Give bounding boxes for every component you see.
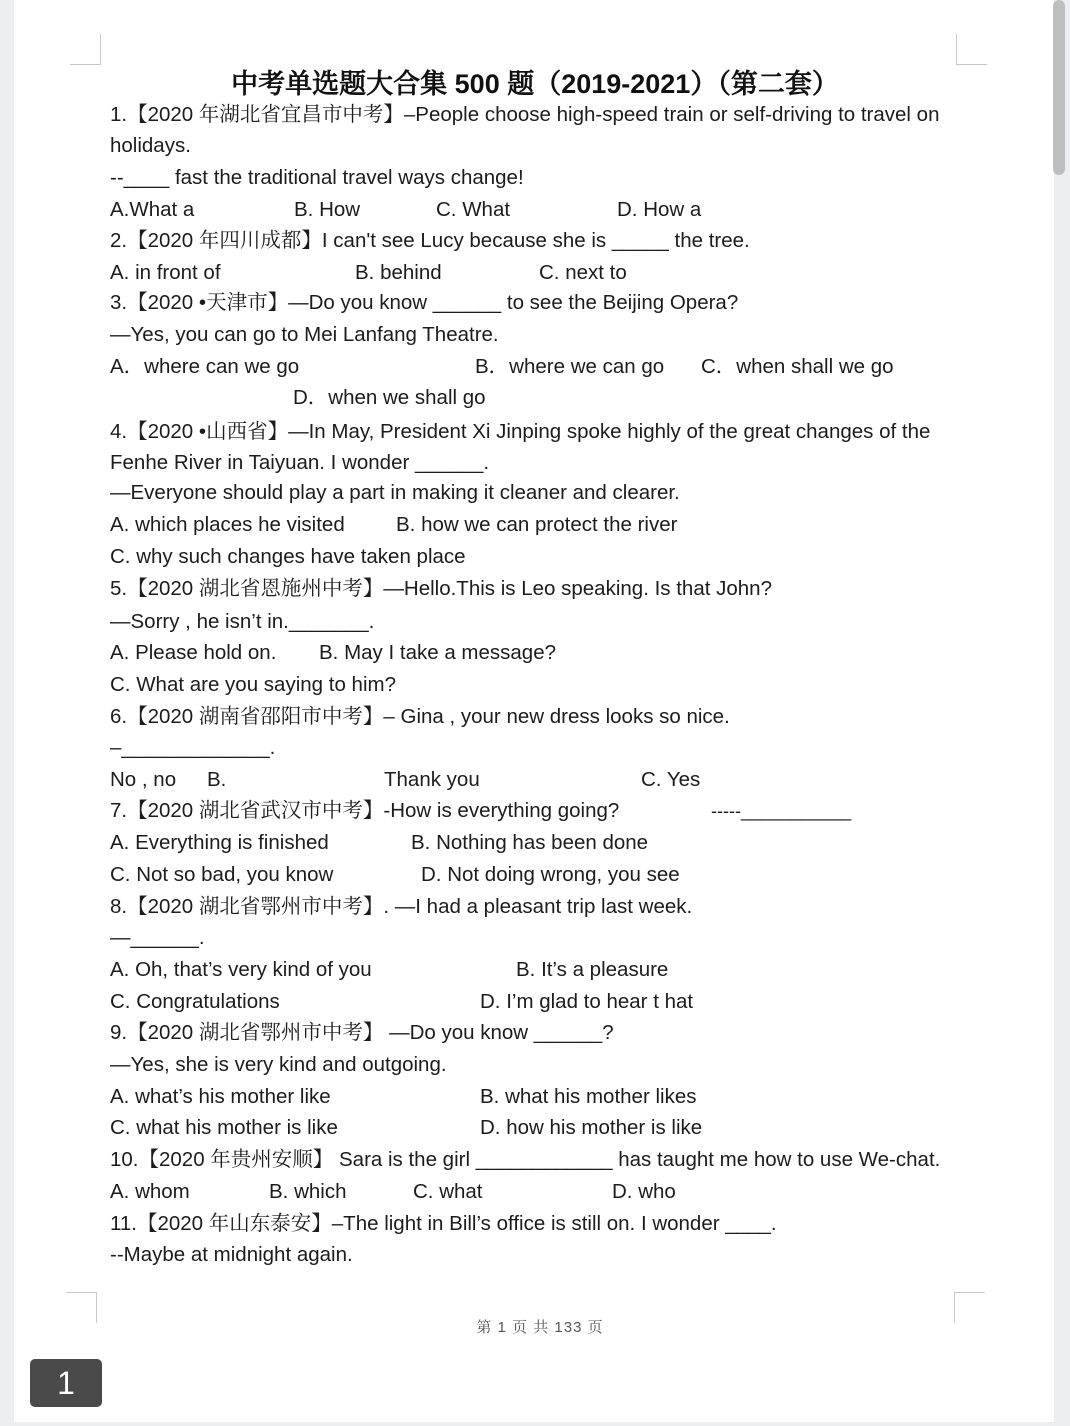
q8-option-d: D. I’m glad to hear t hat xyxy=(480,990,694,1013)
question-11-line-1: 11.【2020 年山东泰安】–The light in Bill’s office is still on. I wonder ____. xyxy=(110,1212,777,1235)
q6-option-a: No , no xyxy=(110,768,177,791)
q10-option-a: A. whom xyxy=(110,1180,190,1203)
page-footer: 第 1 页 共 133 页 xyxy=(476,1319,604,1336)
q10-option-b: B. which xyxy=(269,1180,347,1203)
question-2-line-1: 2.【2020 年四川成都】I can't see Lucy because she is _____ the tree. xyxy=(110,229,750,252)
q9-option-c: C. what his mother is like xyxy=(110,1116,338,1139)
q3-option-c: C．when shall we go xyxy=(701,355,894,378)
document-title: 中考单选题大合集 500 题（2019-2021）（第二套） xyxy=(231,69,839,99)
q10-option-c: C. what xyxy=(413,1180,483,1203)
q7-option-a: A. Everything is finished xyxy=(110,831,329,854)
page-number-badge: 1 xyxy=(30,1359,102,1407)
q3-option-b: B．where we can go xyxy=(475,355,665,378)
q1-option-b: B. How xyxy=(294,198,361,221)
question-9-line-2: —Yes, she is very kind and outgoing. xyxy=(110,1053,447,1076)
question-8-line-2: —______. xyxy=(110,926,205,949)
question-3-line-1: 3.【2020 •天津市】—Do you know ______ to see the Beijing Opera? xyxy=(110,291,739,314)
q9-option-a: A. what’s his mother like xyxy=(110,1085,331,1108)
q2-option-b: B. behind xyxy=(355,261,442,284)
q4-option-b: B. how we can protect the river xyxy=(396,513,678,536)
q1-option-c: C. What xyxy=(436,198,511,221)
q5-option-b: B. May I take a message? xyxy=(319,641,557,664)
q8-option-a: A. Oh, that’s very kind of you xyxy=(110,958,372,981)
question-5-line-1: 5.【2020 湖北省恩施州中考】—Hello.This is Leo speaking. Is that John? xyxy=(110,577,772,600)
question-7-answer-blank: -----___________ xyxy=(711,801,852,821)
q7-option-d: D. Not doing wrong, you see xyxy=(421,863,680,886)
question-7-line-1: 7.【2020 湖北省武汉市中考】-How is everything going? xyxy=(110,799,620,822)
question-8-line-1: 8.【2020 湖北省鄂州市中考】. —I had a pleasant trip last week. xyxy=(110,895,693,918)
question-6-line-2: –_____________. xyxy=(110,736,276,759)
question-1-line-1: 1.【2020 年湖北省宜昌市中考】–People choose high-speed train or self-driving to travel on xyxy=(110,103,940,126)
q9-option-d: D. how his mother is like xyxy=(480,1116,703,1139)
question-11-line-2: --Maybe at midnight again. xyxy=(110,1243,353,1266)
q6-option-b-label: B. xyxy=(207,768,227,791)
question-4-line-2: Fenhe River in Taiyuan. I wonder ______. xyxy=(110,451,490,474)
q2-option-a: A. in front of xyxy=(110,261,221,284)
q7-option-b: B. Nothing has been done xyxy=(411,831,649,854)
q9-option-b: B. what his mother likes xyxy=(480,1085,697,1108)
q2-option-c: C. next to xyxy=(539,261,627,284)
question-1-line-3: --____ fast the traditional travel ways change! xyxy=(110,166,524,189)
q4-option-a: A. which places he visited xyxy=(110,513,345,536)
q1-option-d: D. How a xyxy=(617,198,702,221)
q6-option-c: C. Yes xyxy=(641,768,701,791)
question-10-line-1: 10.【2020 年贵州安顺】 Sara is the girl ____________ has taught me how to use We-chat. xyxy=(110,1148,941,1171)
question-9-line-1: 9.【2020 湖北省鄂州市中考】 —Do you know ______? xyxy=(110,1021,614,1044)
q1-option-a: A.What a xyxy=(110,198,195,221)
question-3-line-2: —Yes, you can go to Mei Lanfang Theatre. xyxy=(110,323,499,346)
q10-option-d: D. who xyxy=(612,1180,676,1203)
q3-option-d: D．when we shall go xyxy=(293,386,486,409)
q3-option-a: A．where can we go xyxy=(110,355,300,378)
q8-option-c: C. Congratulations xyxy=(110,990,280,1013)
q7-option-c: C. Not so bad, you know xyxy=(110,863,334,886)
q5-option-a: A. Please hold on. xyxy=(110,641,277,664)
question-5-line-2: —Sorry , he isn’t in._______. xyxy=(110,610,375,633)
q4-option-c: C. why such changes have taken place xyxy=(110,545,466,568)
q5-option-c: C. What are you saying to him? xyxy=(110,673,396,696)
question-1-line-2: holidays. xyxy=(110,134,191,157)
q6-option-b: Thank you xyxy=(384,768,480,791)
question-6-line-1: 6.【2020 湖南省邵阳市中考】– Gina , your new dress looks so nice. xyxy=(110,705,730,728)
q8-option-b: B. It’s a pleasure xyxy=(516,958,669,981)
crop-mark-top-right xyxy=(956,34,987,65)
question-4-line-3: —Everyone should play a part in making it cleaner and clearer. xyxy=(110,481,680,504)
crop-mark-top-left xyxy=(70,34,101,65)
question-4-line-1: 4.【2020 •山西省】—In May, President Xi Jinping spoke highly of the great changes of the xyxy=(110,420,931,443)
